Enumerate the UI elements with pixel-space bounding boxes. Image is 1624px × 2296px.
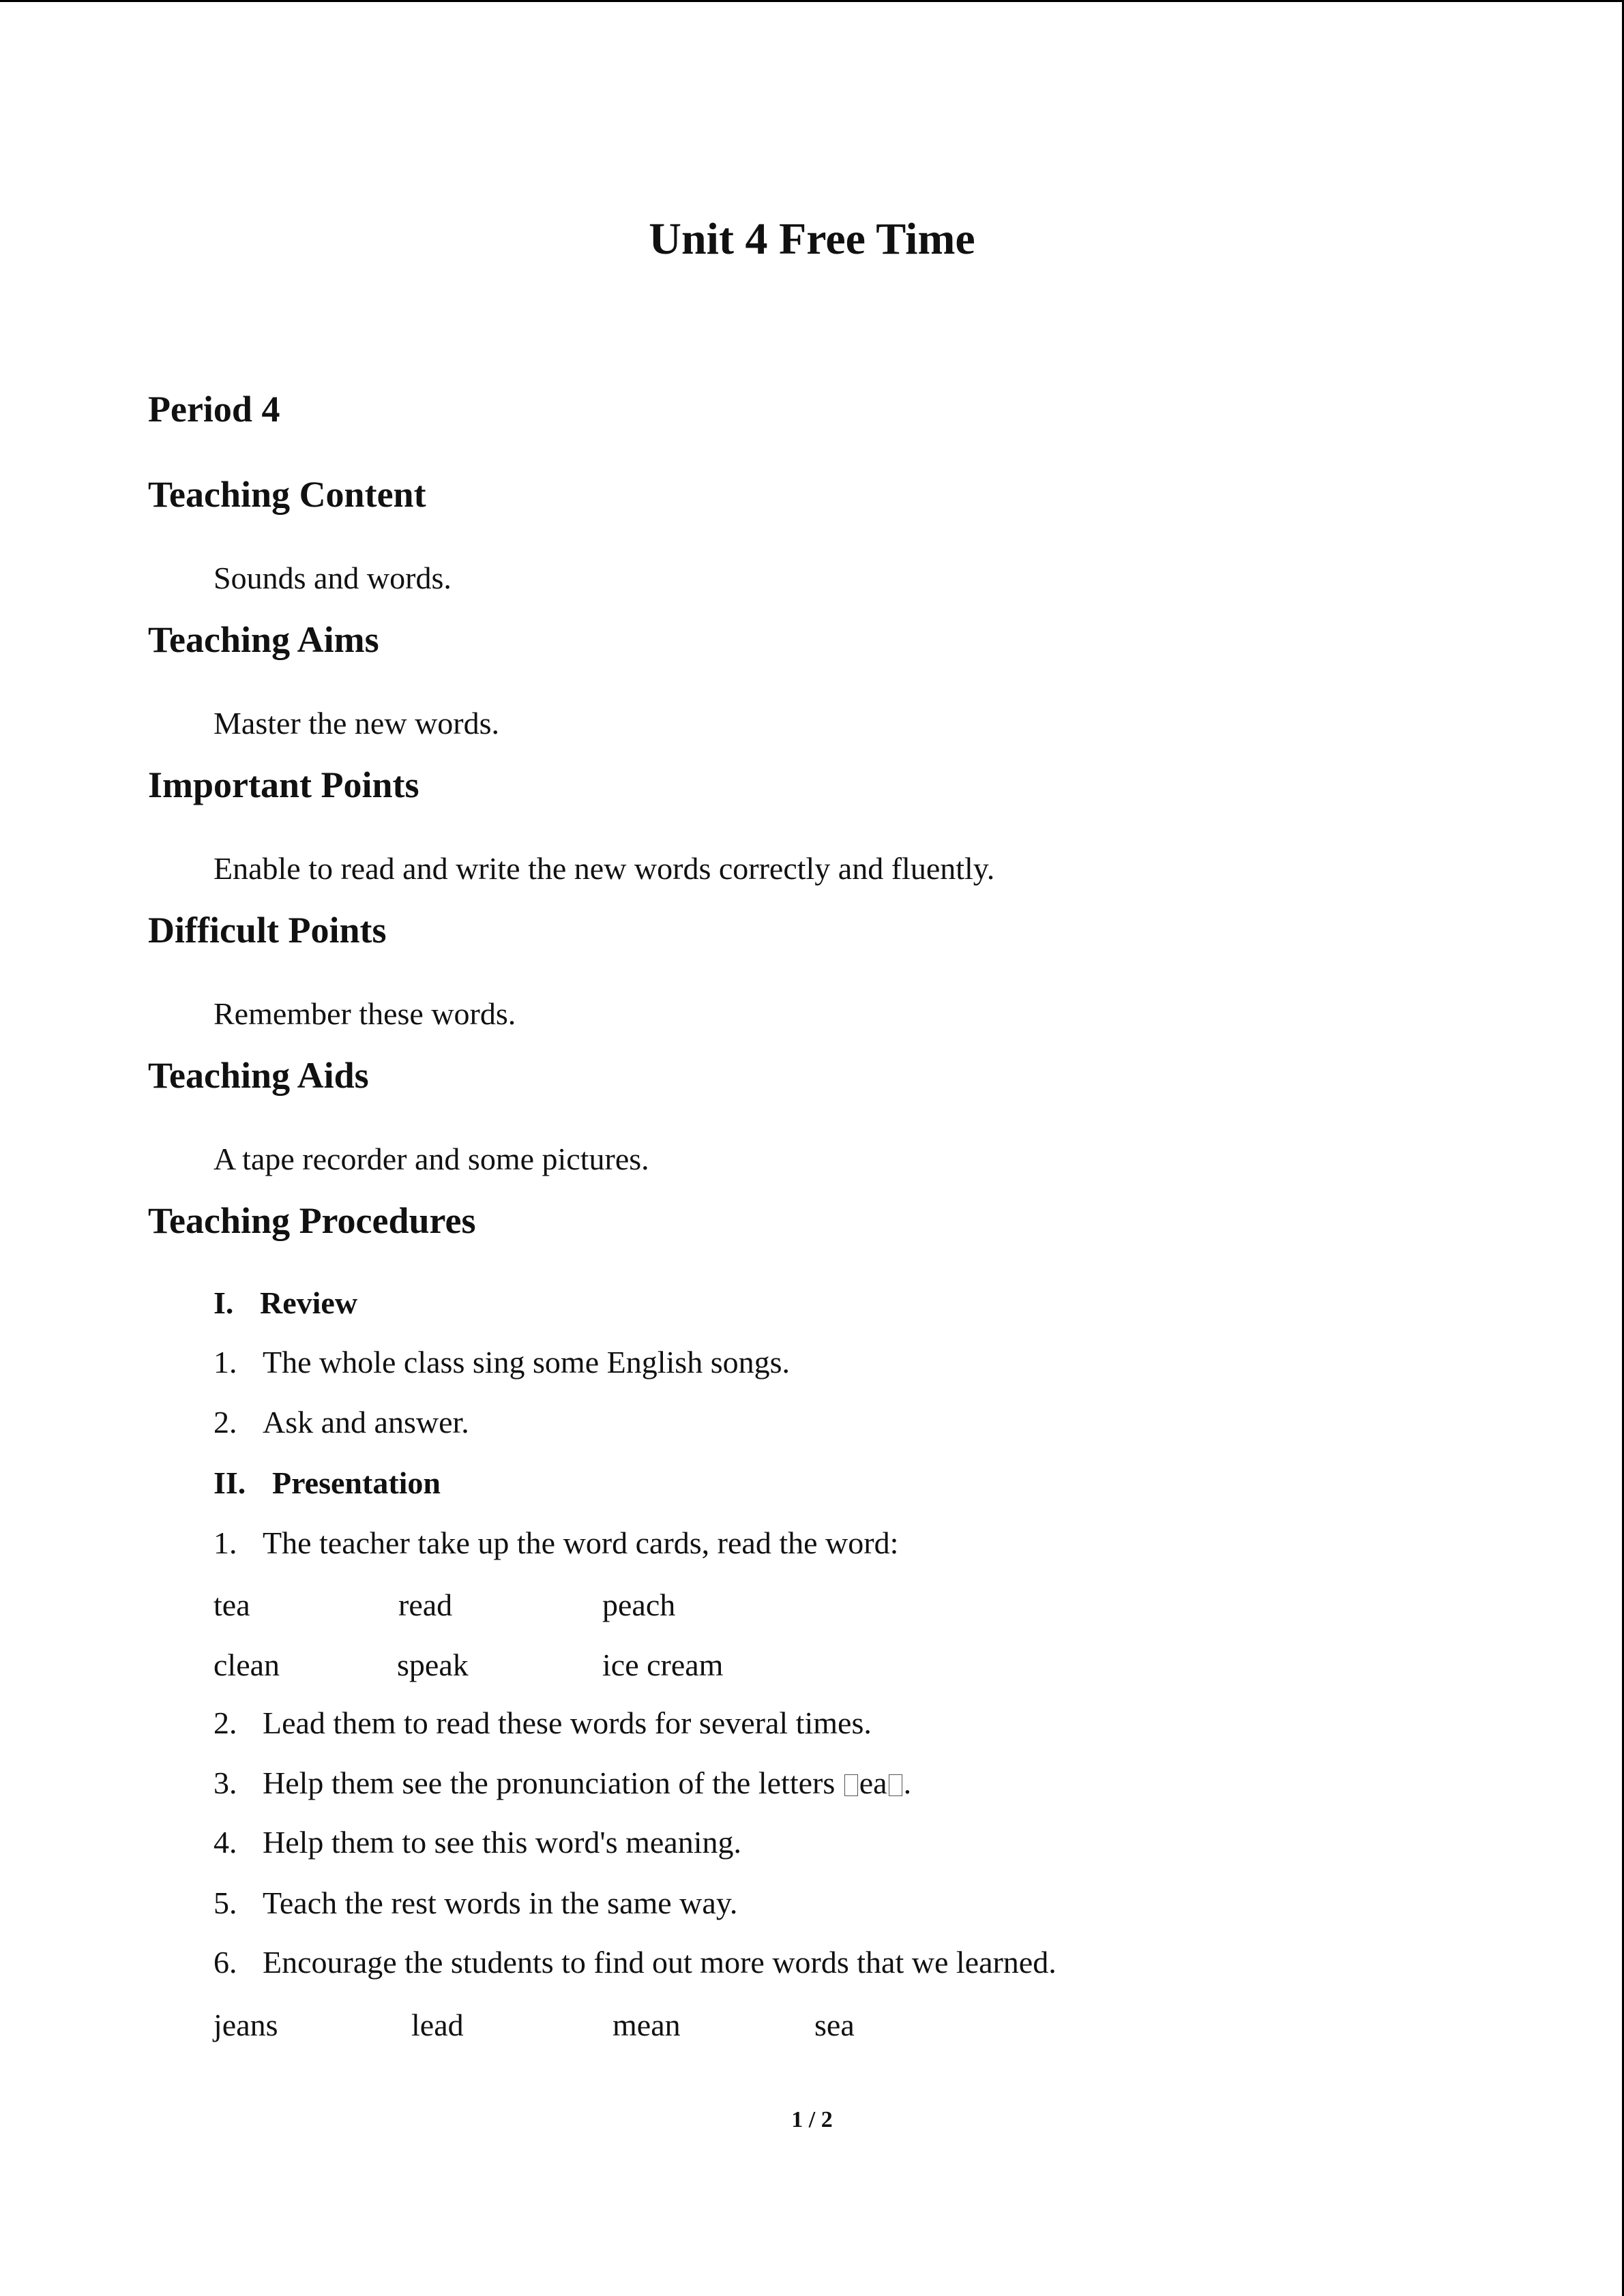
heading-teaching-procedures: Teaching Procedures	[148, 1200, 476, 1241]
heading-teaching-aids: Teaching Aids	[148, 1055, 369, 1096]
text-important-points: Enable to read and write the new words correctly and fluently.	[213, 851, 995, 886]
word-sea: sea	[814, 2008, 855, 2042]
heading-difficult-points: Difficult Points	[148, 910, 387, 951]
item-number: 6.	[213, 1945, 237, 1980]
item-number: 5.	[213, 1885, 237, 1920]
subheading-presentation	[213, 1467, 441, 1499]
text-teaching-aids: A tape recorder and some pictures.	[213, 1142, 649, 1176]
word-tea: tea	[213, 1587, 250, 1622]
item-text: Teach the rest words in the same way.	[263, 1885, 738, 1920]
review-numeral: I.	[213, 1285, 234, 1320]
presentation-item-2	[213, 1705, 872, 1740]
word-ice-cream: ice cream	[602, 1648, 724, 1682]
presentation-item-4	[213, 1827, 741, 1858]
word-peach: peach	[602, 1587, 676, 1622]
heading-period: Period 4	[148, 389, 280, 430]
item-text: The teacher take up the word cards, read the word:	[263, 1525, 899, 1560]
letters: ea	[859, 1765, 887, 1800]
word-jeans: jeans	[213, 2008, 278, 2042]
page-number: 1 / 2	[791, 2107, 833, 2132]
item-text: Help them to see this word's meaning.	[263, 1825, 741, 1860]
text-difficult-points: Remember these words.	[213, 996, 516, 1031]
missing-glyph-icon	[844, 1774, 858, 1796]
item-text: Encourage the students to find out more words that we learned.	[263, 1945, 1057, 1980]
heading-teaching-aims: Teaching Aims	[148, 619, 379, 660]
item-number: 1.	[213, 1525, 237, 1560]
word-speak: speak	[397, 1648, 469, 1682]
text-teaching-aims: Master the new words.	[213, 706, 500, 741]
word-lead: lead	[411, 2008, 464, 2042]
review-item-2	[213, 1407, 469, 1438]
presentation-item-3	[213, 1765, 912, 1800]
word-mean: mean	[612, 2008, 681, 2042]
review-item-1	[213, 1347, 790, 1378]
item-number: 2.	[213, 1705, 237, 1740]
item-text: The whole class sing some English songs.	[263, 1345, 790, 1380]
item-number: 4.	[213, 1825, 237, 1860]
page-border-top	[0, 0, 1624, 2]
item-number: 1.	[213, 1345, 237, 1380]
presentation-item-5	[213, 1885, 738, 1920]
presentation-numeral: II.	[213, 1465, 246, 1500]
text-teaching-content: Sounds and words.	[213, 561, 452, 595]
presentation-item-6	[213, 1947, 1057, 1978]
item-number: 3.	[213, 1765, 237, 1800]
item-number: 2.	[213, 1405, 237, 1440]
subheading-review	[213, 1287, 357, 1319]
review-label: Review	[260, 1285, 358, 1320]
item-text: Ask and answer.	[263, 1405, 469, 1440]
item-end: .	[903, 1765, 912, 1800]
word-read: read	[398, 1587, 453, 1622]
presentation-item-1	[213, 1527, 898, 1559]
missing-glyph-icon	[889, 1774, 902, 1796]
heading-important-points: Important Points	[148, 764, 419, 805]
item-text: Lead them to read these words for several times.	[263, 1705, 872, 1740]
presentation-label: Presentation	[272, 1465, 441, 1500]
document-title: Unit 4 Free Time	[649, 214, 975, 264]
word-clean: clean	[213, 1648, 280, 1682]
item-text: Help them see the pronunciation of the letters	[263, 1765, 843, 1800]
heading-teaching-content: Teaching Content	[148, 474, 426, 515]
